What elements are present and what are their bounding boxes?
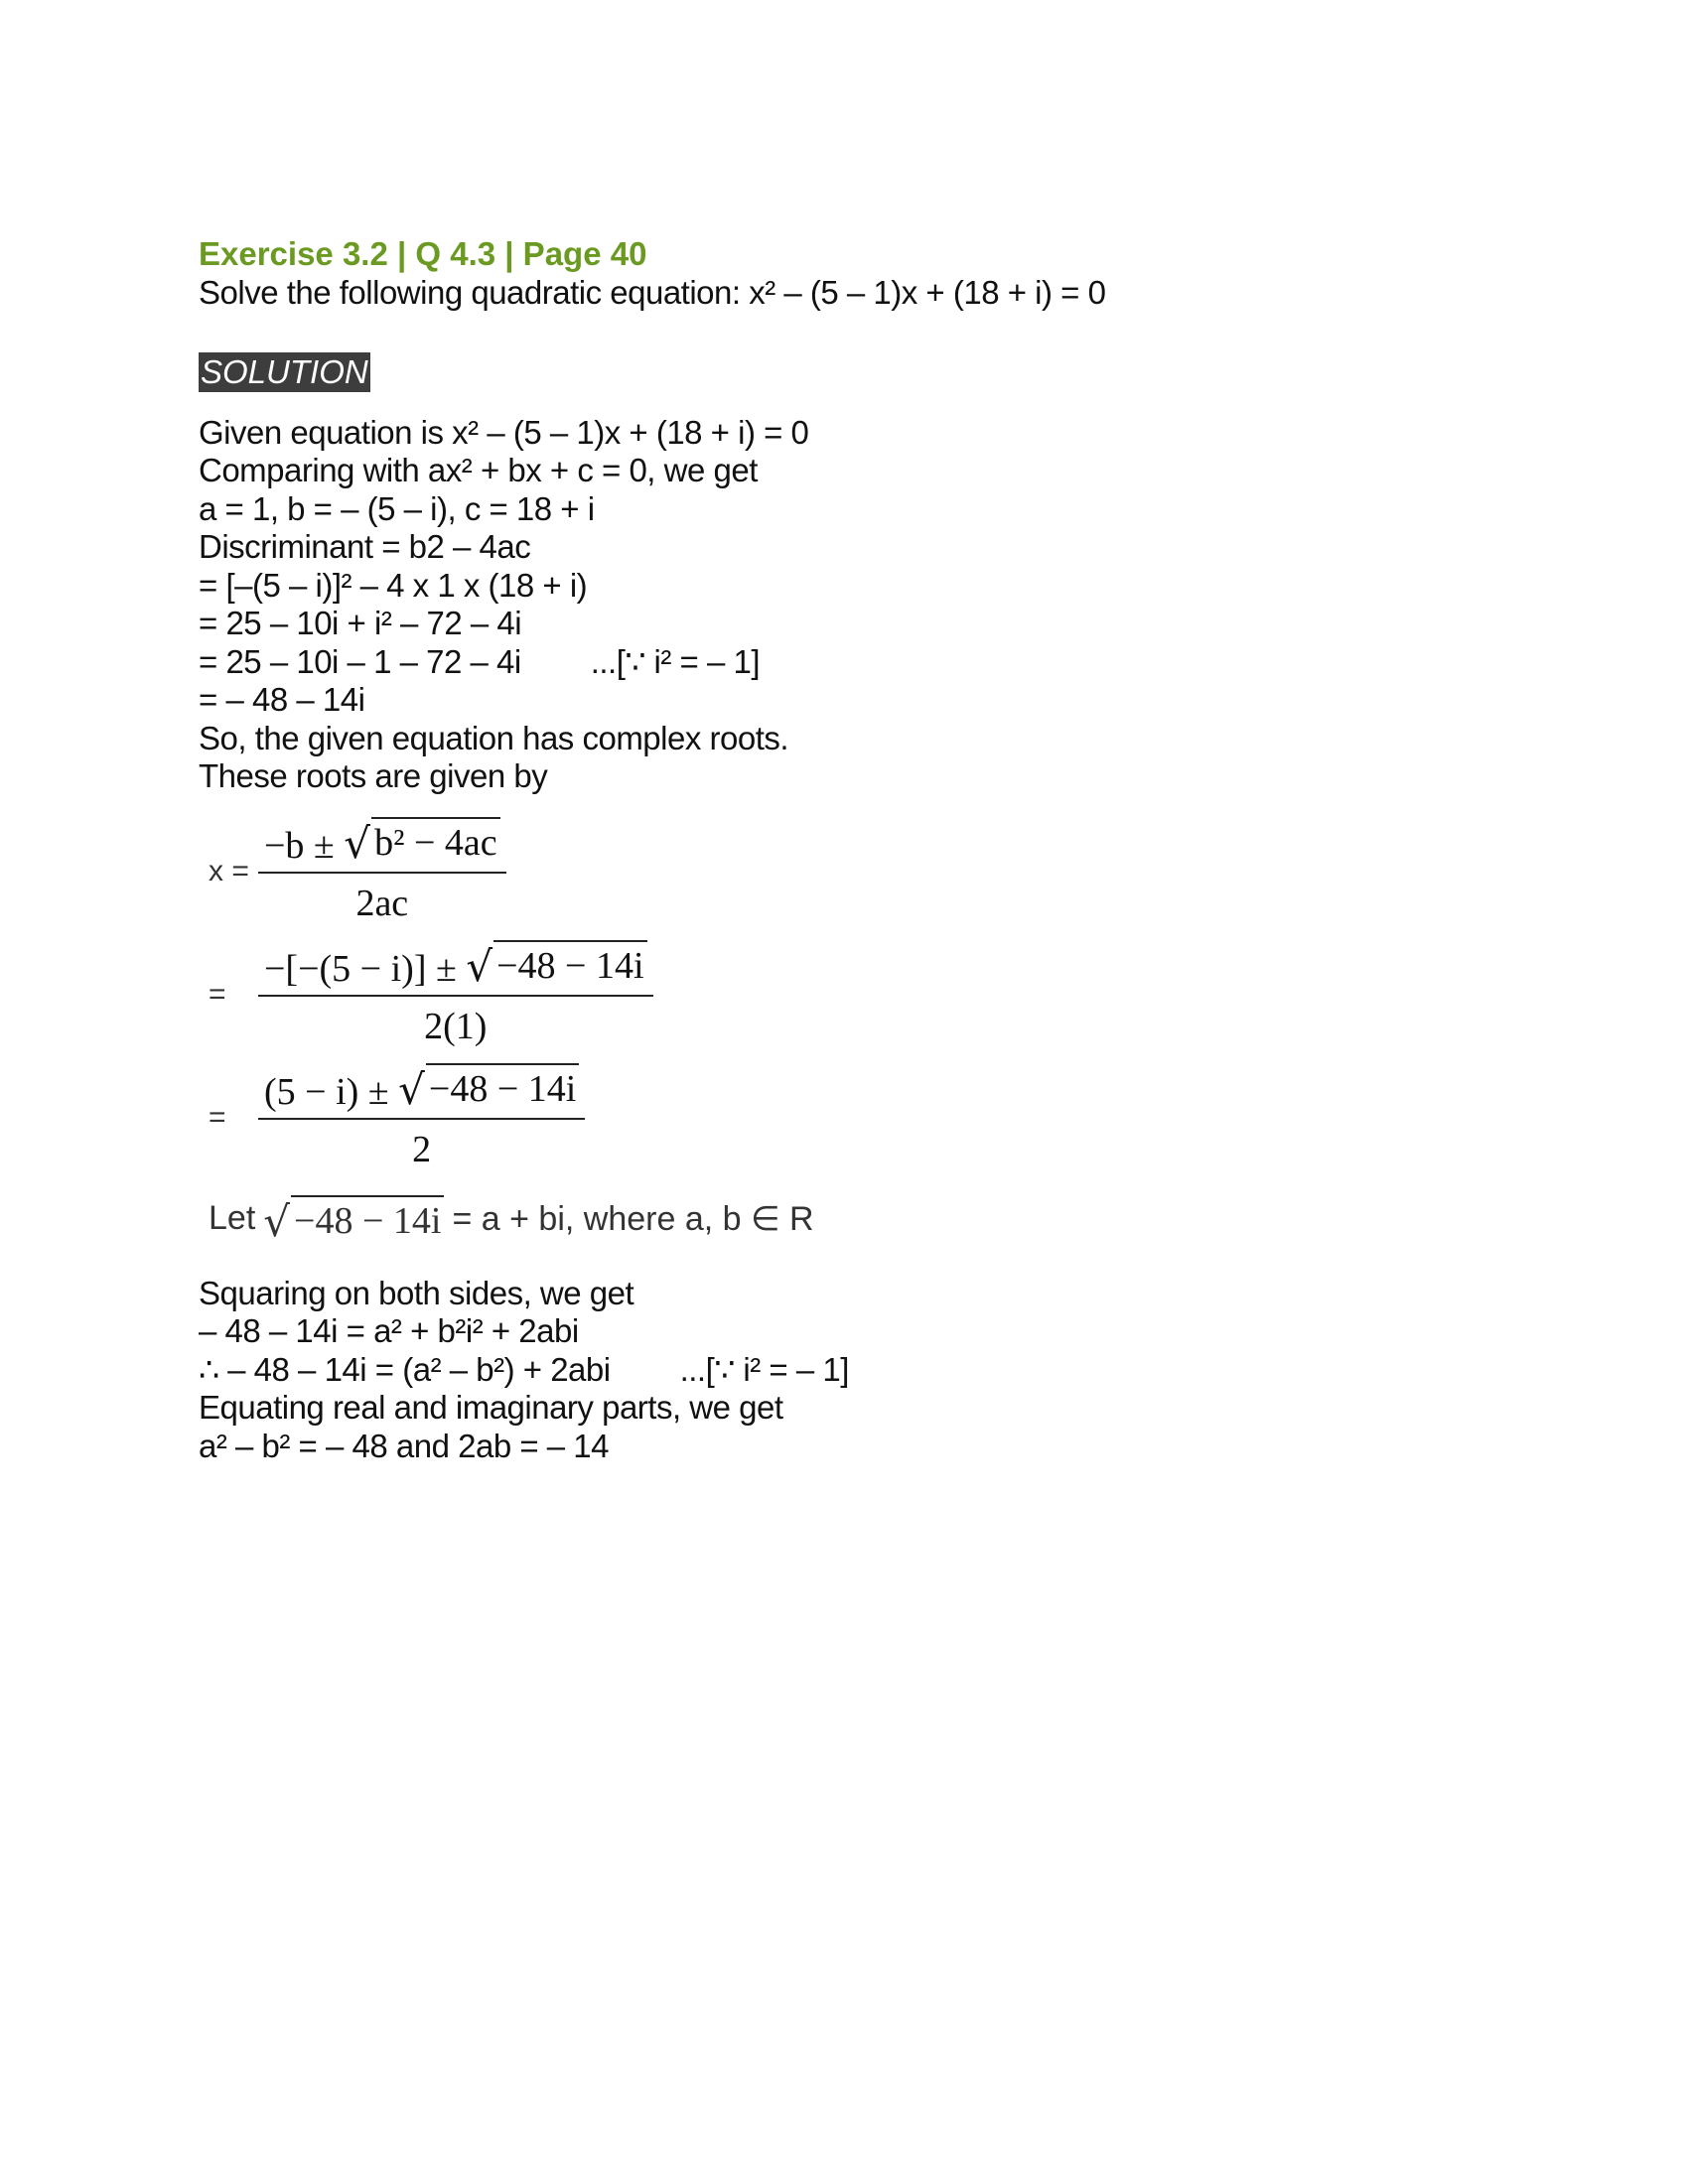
let-statement [199,1189,1489,1249]
let-text: Let [209,1199,256,1237]
exercise-heading: Exercise 3.2 | Q 4.3 | Page 40 [199,235,647,272]
numerator-text: −[−(5 − i)] ± [264,948,457,990]
step-line: Squaring on both sides, we get [199,1274,634,1311]
radical-icon: √ [263,1196,291,1246]
fraction-numerator [258,940,653,997]
radicand: b² − 4ac [371,817,500,865]
fraction-numerator [258,1063,585,1120]
step-line-with-note [199,1351,1489,1390]
square-root [466,940,646,991]
fraction [258,940,653,1048]
step-note: ...[∵ i² = – 1] [590,642,760,680]
step-text: ∴ – 48 – 14i = (a² – b²) + 2abi [199,1350,611,1388]
square-root [398,1063,579,1114]
fraction-denominator: 2 [412,1129,432,1170]
square-root [344,817,499,868]
radicand: −48 − 14i [291,1195,444,1243]
step-line: These roots are given by [199,757,548,794]
radical-icon: √ [466,942,493,991]
document-page [199,234,1489,1465]
formula-row-2 [199,933,1489,1056]
step-line: Equating real and imaginary parts, we get [199,1389,783,1426]
radical-icon: √ [344,819,371,868]
formula-row-1 [199,810,1489,933]
step-line: Given equation is x² – (5 – 1)x + (18 + i) = 0 [199,413,809,451]
step-line: a² – b² = – 48 and 2ab = – 14 [199,1427,610,1464]
step-line: a = 1, b = – (5 – i), c = 18 + i [199,489,595,527]
equals-label: = [209,1100,226,1134]
question-text: Solve the following quadratic equation: x² – (5 – 1)x + (18 + i) = 0 [199,274,1106,311]
formula-row-3 [199,1056,1489,1179]
step-line-with-note [199,643,1489,682]
step-line: = – 48 – 14i [199,681,365,718]
step-line: So, the given equation has complex roots. [199,719,789,756]
fraction [258,817,506,925]
step-note: ...[∵ i² = – 1] [679,1350,849,1388]
solution-steps [199,414,1489,796]
numerator-text: (5 − i) ± [264,1071,389,1113]
step-line: – 48 – 14i = a² + b²i² + 2abi [199,1312,579,1349]
continuation-steps [199,1275,1489,1466]
fraction-numerator [258,817,506,874]
radical-icon: √ [398,1065,425,1114]
step-line: = [–(5 – i)]² – 4 x 1 x (18 + i) [199,566,588,604]
numerator-text: −b ± [264,825,335,867]
quadratic-formula-block [199,810,1489,1249]
solution-badge: SOLUTION [201,352,368,390]
fraction-denominator: 2ac [355,883,409,924]
radicand: −48 − 14i [426,1063,579,1111]
radicand: −48 − 14i [493,940,646,988]
square-root [263,1195,444,1246]
fraction-denominator: 2(1) [424,1006,488,1047]
fraction [258,1063,585,1171]
let-condition: = a + bi, where a, b ∈ R [452,1199,814,1238]
step-line: = 25 – 10i + i² – 72 – 4i [199,605,522,641]
x-equals-label: x = [209,854,249,887]
step-line: Comparing with ax² + bx + c = 0, we get [199,452,758,488]
equals-label: = [209,977,226,1011]
step-text: = 25 – 10i – 1 – 72 – 4i [199,642,521,680]
step-line: Discriminant = b2 – 4ac [199,528,531,565]
